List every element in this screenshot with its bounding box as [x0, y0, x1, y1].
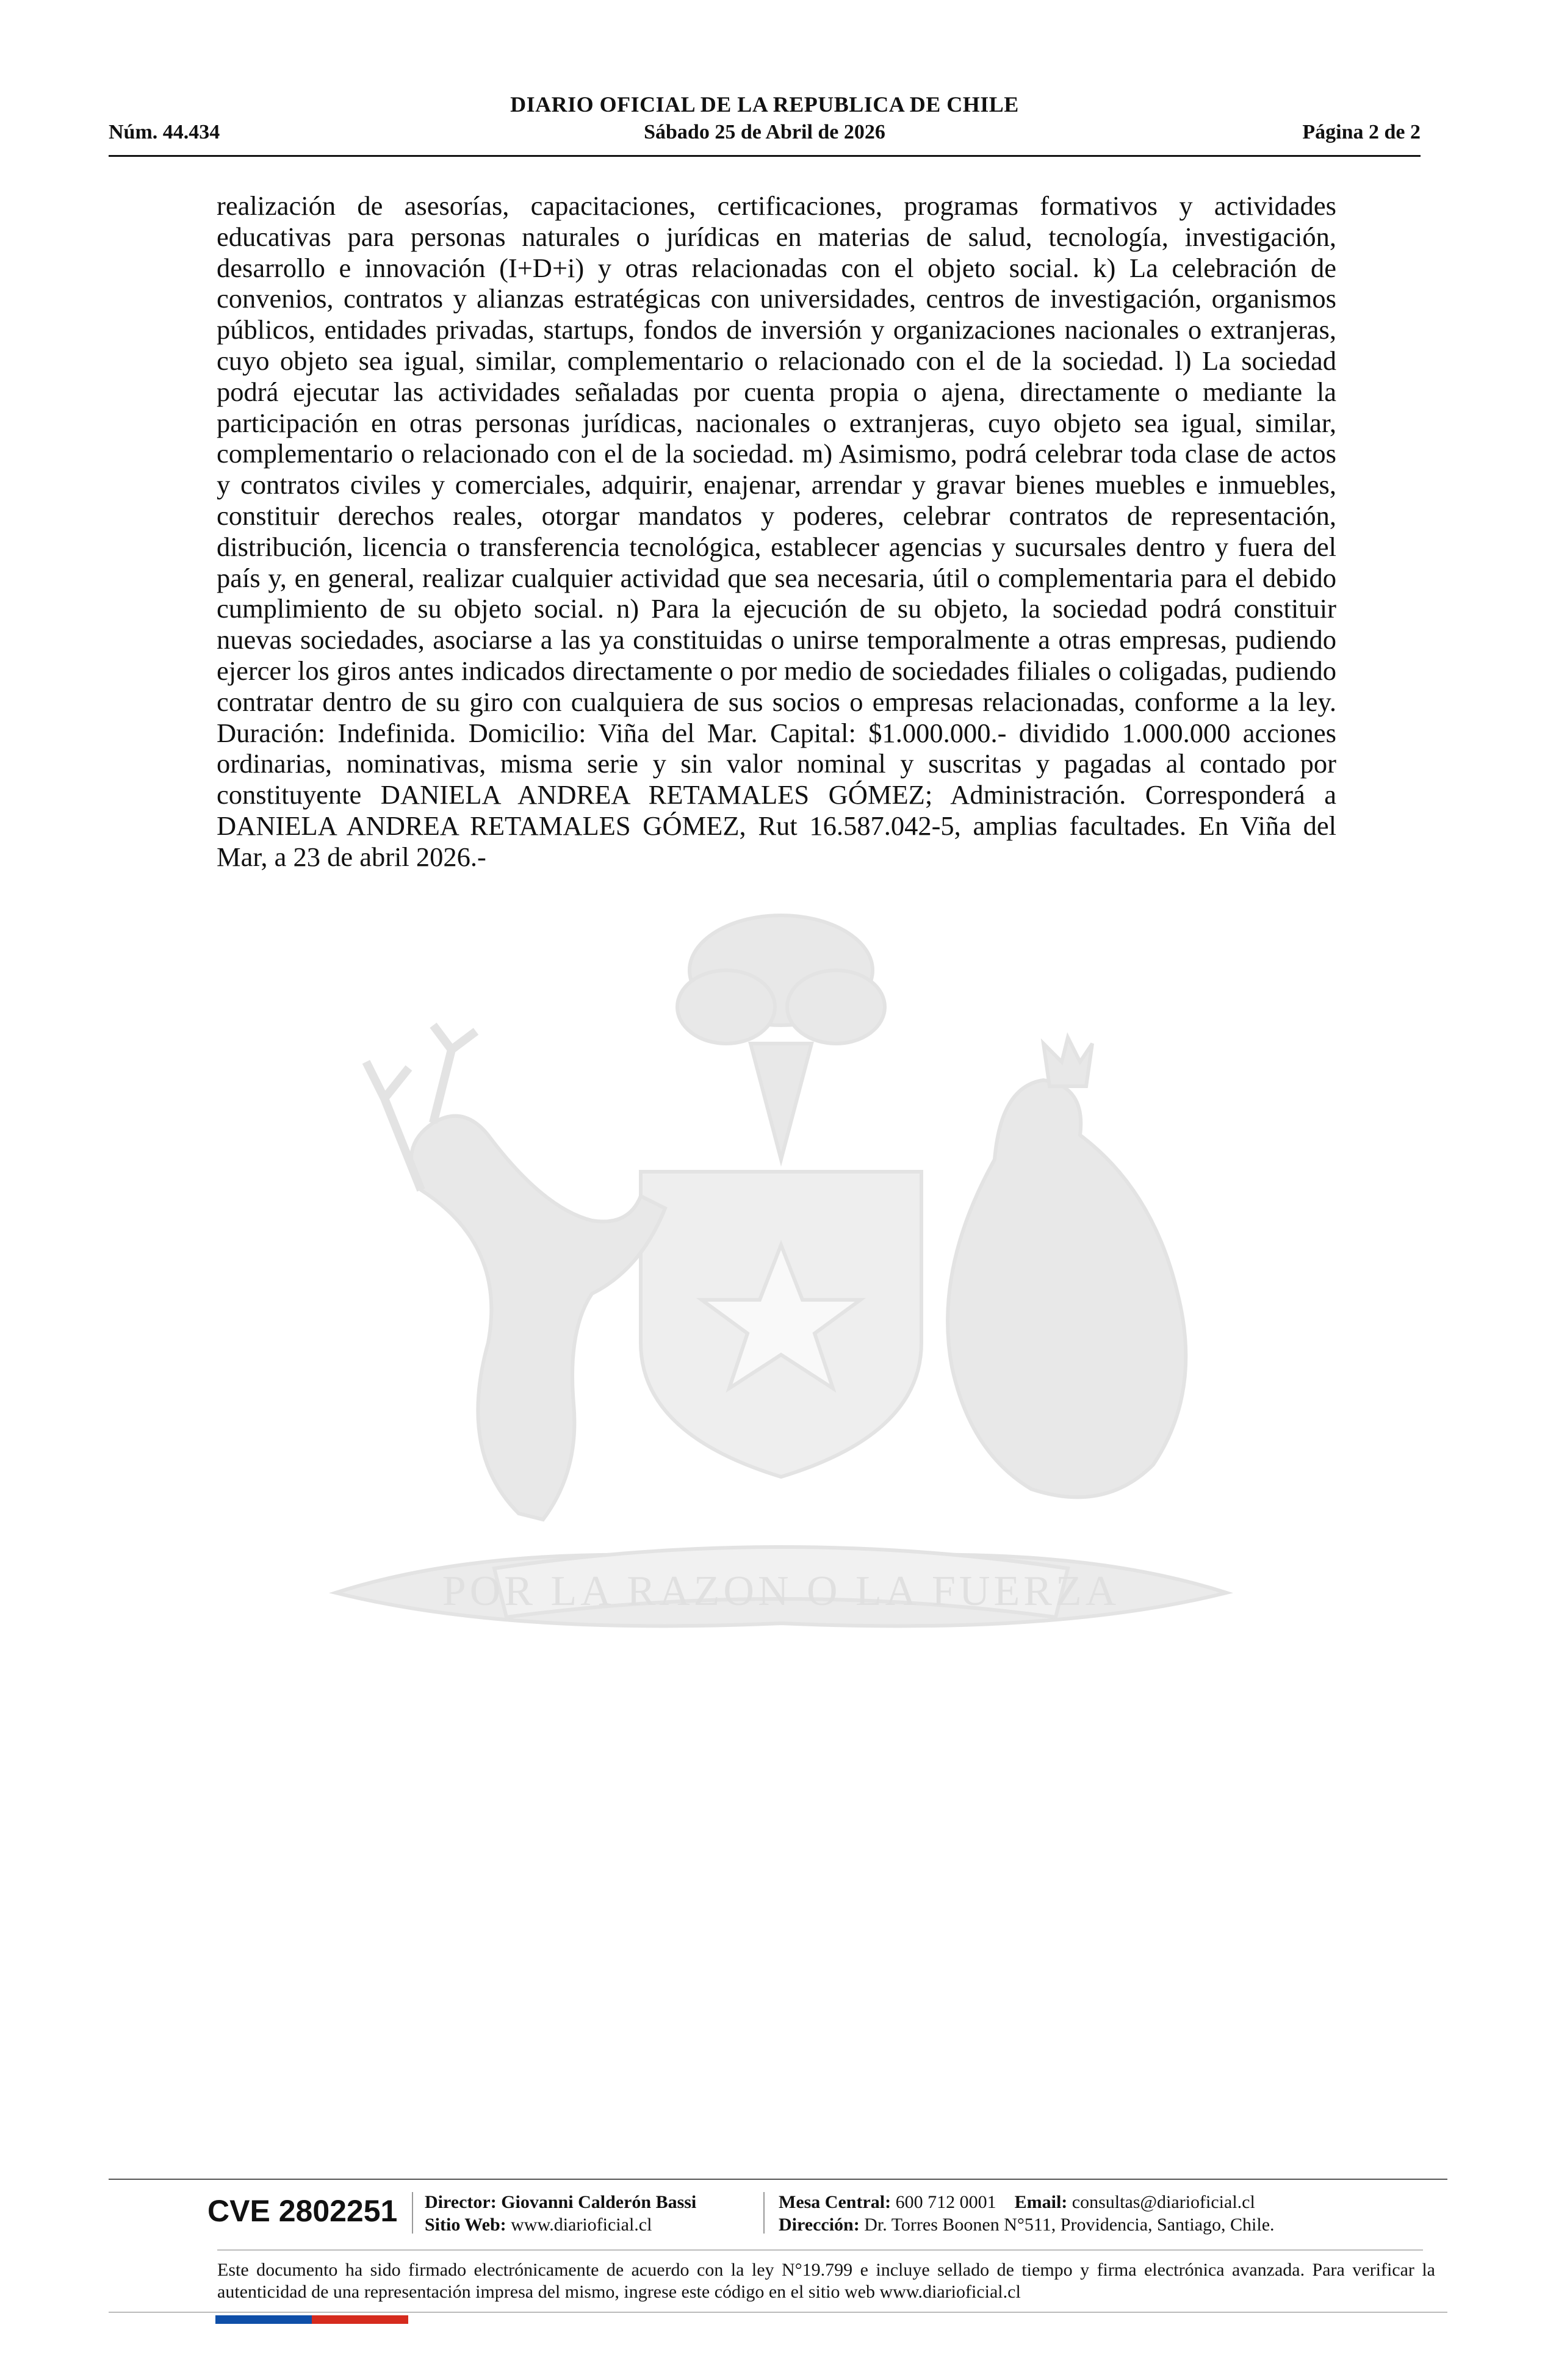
footer-director-block: [425, 2191, 696, 2236]
footer-bottom-rule: [109, 2312, 1447, 2313]
footer-separator: [412, 2192, 413, 2234]
issue-date: Sábado 25 de Abril de 2026: [644, 121, 885, 143]
cve-code: CVE 2802251: [207, 2194, 398, 2228]
page-header: [109, 92, 1421, 159]
page-footer: [109, 2179, 1447, 2331]
chile-coat-of-arms-icon: [201, 903, 1361, 1715]
signature-note: Este documento ha sido firmado electrónicamente de acuerdo con la ley N°19.799 e incluye sellado de tiempo y firma electrónica avanzada. Para verificar la autenticidad de una representación impresa del mismo, ingrese este código en el sitio web www.diarioficial.cl: [217, 2260, 1435, 2302]
footer-separator: [763, 2192, 765, 2234]
director-label: Director:: [425, 2192, 497, 2212]
address-label: Dirección:: [779, 2215, 860, 2235]
issue-number: Núm. 44.434: [109, 121, 220, 143]
header-rule: [109, 155, 1421, 157]
page-indicator: Página 2 de 2: [1302, 121, 1421, 143]
website-link[interactable]: www.diarioficial.cl: [511, 2215, 652, 2235]
mesa-central-label: Mesa Central:: [779, 2192, 891, 2212]
flag-blue-segment: [215, 2315, 312, 2324]
article-body: realización de asesorías, capacitaciones, certificaciones, programas formativos y actividades educativas para personas naturales o jurídicas en materias de salud, tecnología, investigación, desarrollo e innovación (I+D+i) y otras relacionadas con el objeto social. k) La celebración de convenios, contratos y alianzas estratégicas con universidades, centros de investigación, organismos públicos, entidades privadas, startups, fondos de inversión y organizaciones nacionales o extranjeras, cuyo objeto sea igual, similar, complementario o relacionado con el de la sociedad. l) La sociedad podrá ejecutar las actividades señaladas por cuenta propia o ajena, directamente o mediante la participación en otras personas jurídicas, nacionales o extranjeras, cuyo objeto sea igual, similar, complementario o relacionado con el de la sociedad. m) Asimismo, podrá celebrar toda clase de actos y contratos civiles y comerciales, adquirir, enajenar, arrendar y gravar bienes muebles e inmuebles, constituir derechos reales, otorgar mandatos y poderes, celebrar contratos de representación, distribución, licencia o transferencia tecnológica, establecer agencias y sucursales dentro y fuera del país y, en general, realizar cualquier actividad que sea necesaria, útil o complementaria para el debido cumplimiento de su objeto social. n) Para la ejecución de su objeto, la sociedad podrá constituir nuevas sociedades, asociarse a las ya constituidas o unirse temporalmente a otras empresas, pudiendo ejercer los giros antes indicados directamente o por medio de sociedades filiales o coligadas, pudiendo contratar dentro de su giro con cualquiera de sus socios o empresas relacionadas, conforme a la ley. Duración: Indefinida. Domicilio: Viña del Mar. Capital: $1.000.000.- dividido 1.000.000 acciones ordinarias, nominativas, misma serie y sin valor nominal y suscritas y pagadas al contado por constituyente DANIELA ANDREA RETAMALES GÓMEZ; Administración. Corresponderá a DANIELA ANDREA RETAMALES GÓMEZ, Rut 16.587.042-5, amplias facultades. En Viña del Mar, a 23 de abril 2026.-: [217, 190, 1336, 872]
flag-stripe: [215, 2315, 408, 2324]
director-name: Giovanni Calderón Bassi: [501, 2192, 697, 2212]
website-label: Sitio Web:: [425, 2215, 506, 2235]
flag-red-segment: [312, 2315, 408, 2324]
newspaper-title: DIARIO OFICIAL DE LA REPUBLICA DE CHILE: [510, 92, 1019, 117]
footer-contact-block: [779, 2191, 1275, 2236]
email-link[interactable]: consultas@diarioficial.cl: [1072, 2192, 1255, 2212]
mesa-central-phone: 600 712 0001: [895, 2192, 996, 2212]
address-value: Dr. Torres Boonen N°511, Providencia, Santiago, Chile.: [864, 2215, 1275, 2235]
footer-top-rule: [109, 2179, 1447, 2180]
footer-mid-rule: [217, 2249, 1423, 2251]
email-label: Email:: [1014, 2192, 1068, 2212]
motto-text: POR LA RAZON O LA FUERZA: [442, 1568, 1120, 1615]
